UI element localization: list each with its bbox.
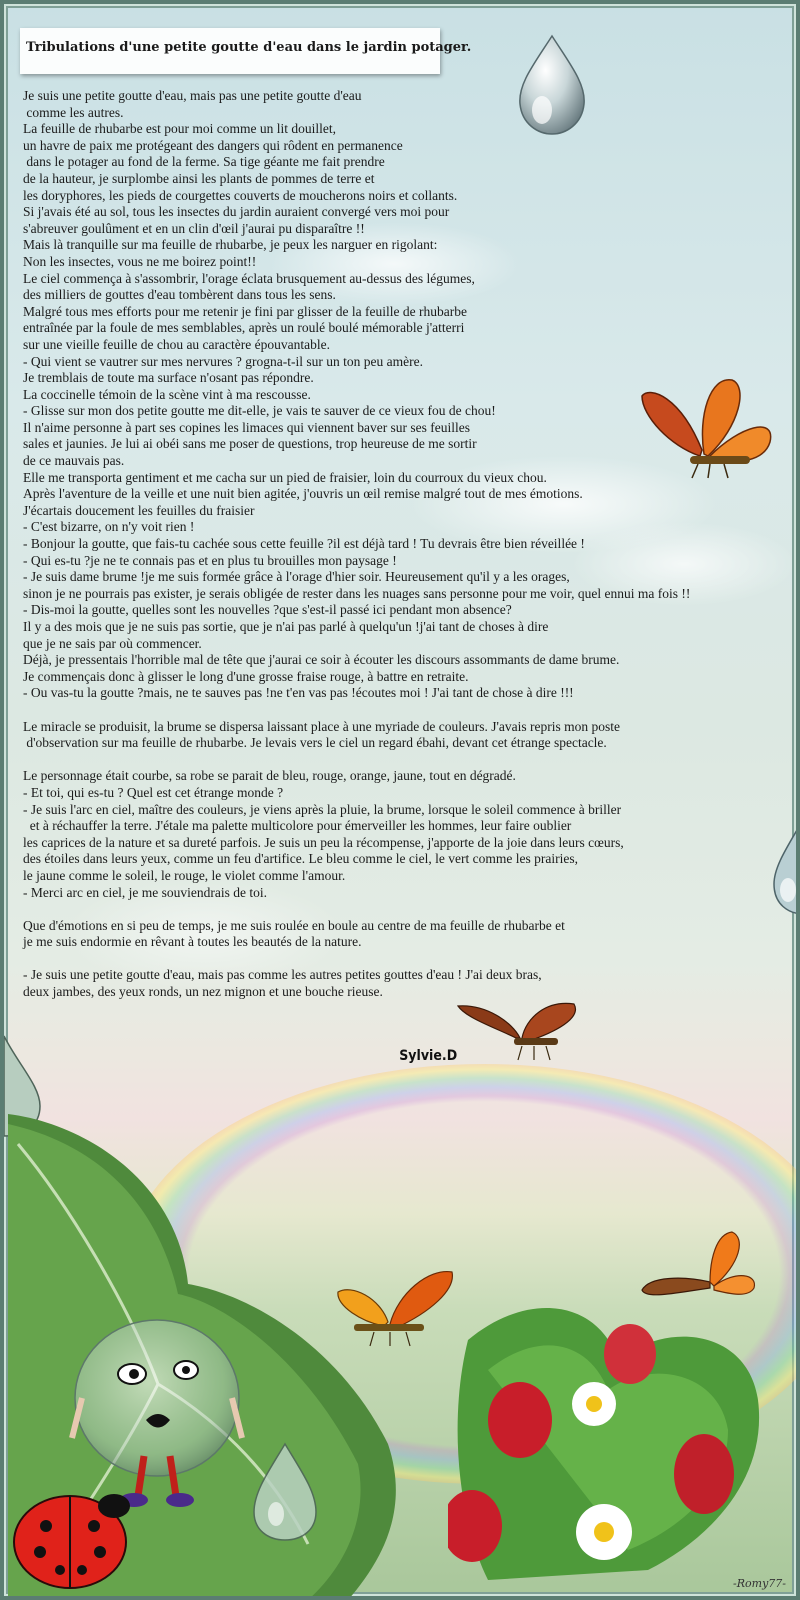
story-line: Mais là tranquille sur ma feuille de rhubarbe, je peux les narguer en rigolant: bbox=[23, 237, 438, 253]
story-title: Tribulations d'une petite goutte d'eau dans le jardin potager. bbox=[26, 40, 472, 55]
story-line: Il y a des mois que je ne suis pas sortie, que je n'ai pas parlé à quelqu'un !j'ai tant de choses à dire bbox=[23, 619, 549, 634]
story-line: Le personnage était courbe, sa robe se parait de bleu, rouge, orange, jaune, tout en dégradé. bbox=[23, 768, 516, 784]
story-line: et à réchauffer la terre. J'étale ma palette multicolore pour émerveiller les hommes, leur faire oublier bbox=[23, 818, 572, 834]
story-line: - Qui vient se vautrer sur mes nervures ? grogna-t-il sur un ton peu amère. bbox=[23, 353, 423, 369]
story-line: Non les insectes, vous ne me boirez point!! bbox=[23, 253, 257, 269]
story-line: - Merci arc en ciel, je me souviendrais de toi. bbox=[23, 884, 268, 900]
story-line: - Je suis une petite goutte d'eau, mais pas comme les autres petites gouttes d'eau ! J'ai deux bras, bbox=[23, 967, 542, 983]
story-line: des milliers de gouttes d'eau tombèrent dans tous les sens. bbox=[23, 287, 336, 303]
story-paragraph bbox=[23, 918, 788, 951]
strawberry-plant bbox=[448, 1280, 768, 1600]
story-line: comme les autres. bbox=[23, 104, 124, 120]
story-line: des étoiles dans leurs yeux, comme un feu d'artifice. Le bleu comme le ciel, le vert comme les prairies, bbox=[23, 851, 578, 867]
story-line: - Dis-moi la goutte, quelles sont les nouvelles ?que s'est-il passé ici pendant mon absence? bbox=[23, 602, 512, 618]
story-line: Le ciel commença à s'assombrir, l'orage éclata brusquement au-dessus des légumes, bbox=[23, 270, 475, 286]
story-line: Elle me transporta gentiment et me cacha sur un pied de fraisier, loin du courroux du vieux chou. bbox=[23, 469, 547, 485]
story-paragraph bbox=[23, 719, 788, 752]
story-line: Je tremblais de toute ma surface n'osant pas répondre. bbox=[23, 370, 314, 386]
watermark: -Romy77- bbox=[733, 1577, 786, 1590]
story-line: dans le potager au fond de la ferme. Sa tige géante me fait prendre bbox=[23, 154, 385, 170]
story-paragraph bbox=[23, 88, 788, 702]
ladybug bbox=[10, 1482, 140, 1592]
story-line: Si j'avais été au sol, tous les insectes du jardin auraient convergé vers moi pour bbox=[23, 204, 450, 220]
story-line: de la hauteur, je surplombe ainsi les plants de pommes de terre et bbox=[23, 170, 375, 186]
story-line: sales et jaunies. Je lui ai obéi sans me poser de questions, trop heureuse de me sortir bbox=[23, 436, 477, 452]
story-line: Malgré tous mes efforts pour me retenir je fini par glisser de la feuille de rhubarbe bbox=[23, 303, 467, 319]
story-line: entraînée par la foule de mes semblables, après un roulé boulé mémorable j'atterri bbox=[23, 320, 465, 336]
story-paragraph bbox=[23, 768, 788, 901]
signature: Sylvie.D bbox=[399, 1048, 458, 1064]
story-line: sinon je ne pourrais pas exister, je serais obligée de rester dans les nuages sans personne pour me voir, quel ennui ma fois !! bbox=[23, 585, 691, 601]
story-line: je me suis endormie en rêvant à toutes les beautés de la nature. bbox=[23, 934, 362, 950]
story-line: - Glisse sur mon dos petite goutte me dit-elle, je vais te sauver de ce vieux fou de chou! bbox=[23, 403, 496, 419]
story-line: - Je suis l'arc en ciel, maître des couleurs, je viens après la pluie, la brume, lorsque le soleil commence à briller bbox=[23, 801, 622, 817]
story-line: que je ne sais par où commencer. bbox=[23, 635, 202, 651]
story-line: - Je suis dame brume !je me suis formée grâce à l'orage d'hier soir. Heureusement qu'il y a les orages, bbox=[23, 569, 570, 585]
story-line: deux jambes, des yeux ronds, un nez mignon et une bouche rieuse. bbox=[23, 984, 383, 1000]
story-line: Le miracle se produisit, la brume se dispersa laissant place à une myriade de couleurs. J'avais repris mon poste bbox=[23, 718, 620, 734]
story-line: Que d'émotions en si peu de temps, je me suis roulée en boule au centre de ma feuille de rhubarbe et bbox=[23, 917, 565, 933]
story-line: - Bonjour la goutte, que fais-tu cachée sous cette feuille ?il est déjà tard ! Tu devrais être bien réveillée ! bbox=[23, 536, 585, 552]
story-line: un havre de paix me protégeant des dangers qui rôdent en permanence bbox=[23, 137, 403, 153]
story-line: d'observation sur ma feuille de rhubarbe. Je levais vers le ciel un regard ébahi, devant cet étrange spectacle. bbox=[23, 735, 607, 751]
story-line: - Qui es-tu ?je ne te connais pas et en plus tu brouilles mon paysage ! bbox=[23, 552, 397, 568]
story-line: sur une vieille feuille de chou au caractère épouvantable. bbox=[23, 336, 330, 352]
story-paragraph bbox=[23, 967, 788, 1000]
story-line: La coccinelle témoin de la scène vint à ma rescousse. bbox=[23, 386, 311, 402]
story-line: - Et toi, qui es-tu ? Quel est cet étrange monde ? bbox=[23, 784, 284, 800]
story-line: le jaune comme le soleil, le rouge, le violet comme l'amour. bbox=[23, 867, 346, 883]
story-line: Après l'aventure de la veille et une nuit bien agitée, j'ouvris un œil remise malgré tout de mes émotions. bbox=[23, 486, 583, 502]
story-text bbox=[23, 88, 788, 1017]
story-line: les caprices de la nature et sa dureté parfois. Je suis un peu la récompense, j'apporte de la joie dans leurs cœurs, bbox=[23, 834, 624, 850]
story-line: les doryphores, les pieds de courgettes couverts de moucherons noirs et collants. bbox=[23, 187, 458, 203]
story-line: Je commençais donc à glisser le long d'une grosse fraise rouge, à battre en retraite. bbox=[23, 668, 469, 684]
water-drop-bottom bbox=[250, 1442, 320, 1542]
story-line: Déjà, je pressentais l'horrible mal de tête que j'aurai ce soir à écouter les discours assommants de dame brume. bbox=[23, 652, 620, 668]
story-line: Il n'aime personne à part ses copines les limaces qui viennent baver sur ses feuilles bbox=[23, 419, 471, 435]
story-line: J'écartais doucement les feuilles du fraisier bbox=[23, 502, 255, 518]
story-line: s'abreuver goulûment et en un clin d'œil j'aurai pu disparaître !! bbox=[23, 220, 365, 236]
story-line: - C'est bizarre, on n'y voit rien ! bbox=[23, 519, 195, 535]
story-line: - Ou vas-tu la goutte ?mais, ne te sauves pas !ne t'en vas pas !écoutes moi ! J'ai tant de chose à dire !!! bbox=[23, 685, 574, 701]
water-drop-character bbox=[62, 1308, 252, 1508]
title-box bbox=[20, 28, 472, 74]
story-line: La feuille de rhubarbe est pour moi comme un lit douillet, bbox=[23, 121, 337, 137]
story-line: Je suis une petite goutte d'eau, mais pas une petite goutte d'eau bbox=[23, 88, 362, 103]
story-line: de ce mauvais pas. bbox=[23, 453, 125, 469]
